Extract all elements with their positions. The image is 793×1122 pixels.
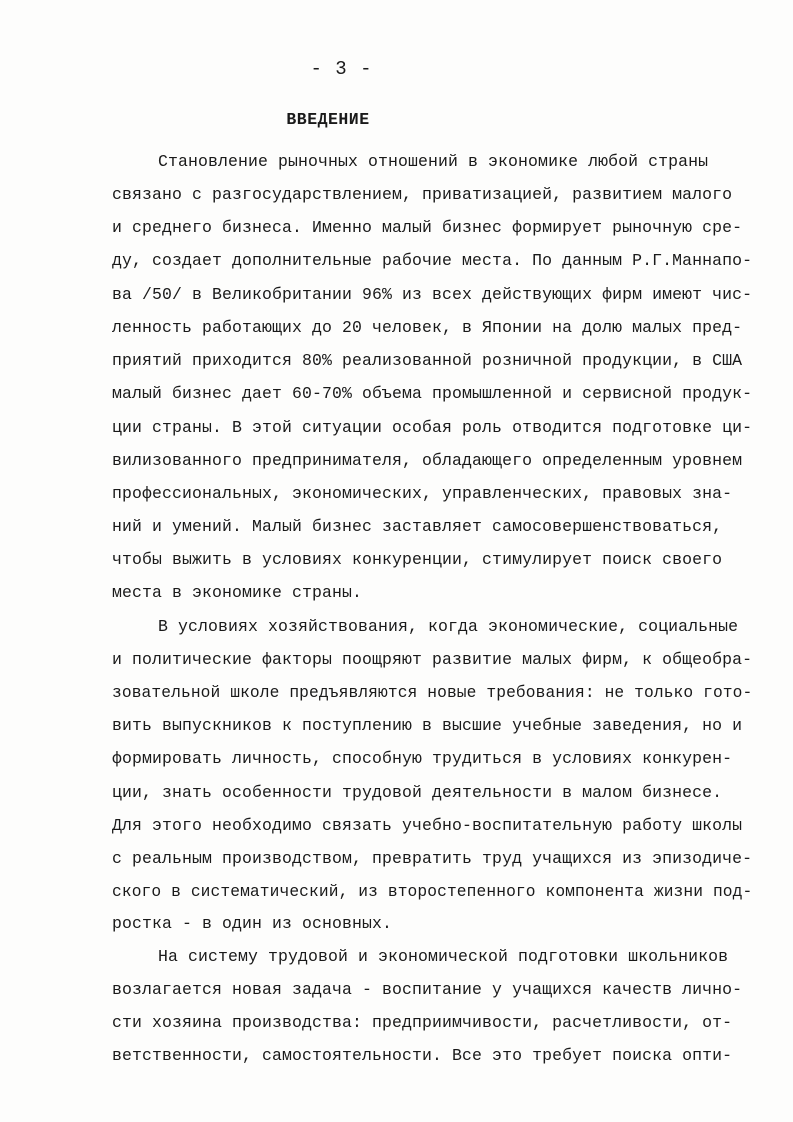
page-number: - 3 - — [310, 58, 373, 80]
text-line: приятий приходится 80% реализованной розничной продукции, в США — [112, 351, 743, 370]
text-line: и политические факторы поощряют развитие малых фирм, к общеобра- — [112, 650, 753, 669]
text-line: Становление рыночных отношений в экономике любой страны — [158, 152, 709, 171]
text-line: вилизованного предпринимателя, обладающего определенным уровнем — [112, 451, 743, 470]
text-line: ний и умений. Малый бизнес заставляет самосовершенствоваться, — [112, 517, 723, 536]
text-line: Для этого необходимо связать учебно-воспитательную работу школы — [112, 816, 743, 835]
text-line: В условиях хозяйствования, когда экономические, социальные — [158, 617, 739, 636]
text-line: возлагается новая задача - воспитание у учащихся качеств лично- — [112, 980, 743, 999]
text-line: ветственности, самостоятельности. Все это требует поиска опти- — [112, 1046, 733, 1065]
text-line: ленность работающих до 20 человек, в Японии на долю малых пред- — [112, 318, 743, 337]
text-line: На систему трудовой и экономической подготовки школьников — [158, 947, 729, 966]
text-line: сти хозяина производства: предприимчивости, расчетливости, от- — [112, 1013, 733, 1032]
text-line: формировать личность, способную трудиться в условиях конкурен- — [112, 749, 733, 768]
text-line: профессиональных, экономических, управленческих, правовых зна- — [112, 484, 733, 503]
text-line: связано с разгосударствлением, приватизацией, развитием малого — [112, 185, 733, 204]
text-line: чтобы выжить в условиях конкуренции, стимулирует поиск своего — [112, 550, 723, 569]
text-line: ского в систематический, из второстепенного компонента жизни под- — [112, 882, 753, 901]
text-line: ции, знать особенности трудовой деятельности в малом бизнесе. — [112, 783, 723, 802]
text-line: вить выпускников к поступлению в высшие учебные заведения, но и — [112, 716, 743, 735]
text-line: малый бизнес дает 60-70% объема промышленной и сервисной продук- — [112, 384, 753, 403]
text-line: с реальным производством, превратить труд учащихся из эпизодиче- — [112, 849, 753, 868]
text-line: ростка - в один из основных. — [112, 914, 393, 933]
text-line: ва /50/ в Великобритании 96% из всех действующих фирм имеют чис- — [112, 285, 753, 304]
section-heading: ВВЕДЕНИЕ — [286, 110, 370, 129]
text-line: зовательной школе предъявляются новые требования: не только гото- — [112, 683, 753, 702]
text-line: ду, создает дополнительные рабочие места. По данным Р.Г.Маннапо- — [112, 251, 753, 270]
text-line: ции страны. В этой ситуации особая роль отводится подготовке ци- — [112, 418, 753, 437]
text-line: и среднего бизнеса. Именно малый бизнес формирует рыночную сре- — [112, 218, 743, 237]
text-line: места в экономике страны. — [112, 583, 363, 602]
